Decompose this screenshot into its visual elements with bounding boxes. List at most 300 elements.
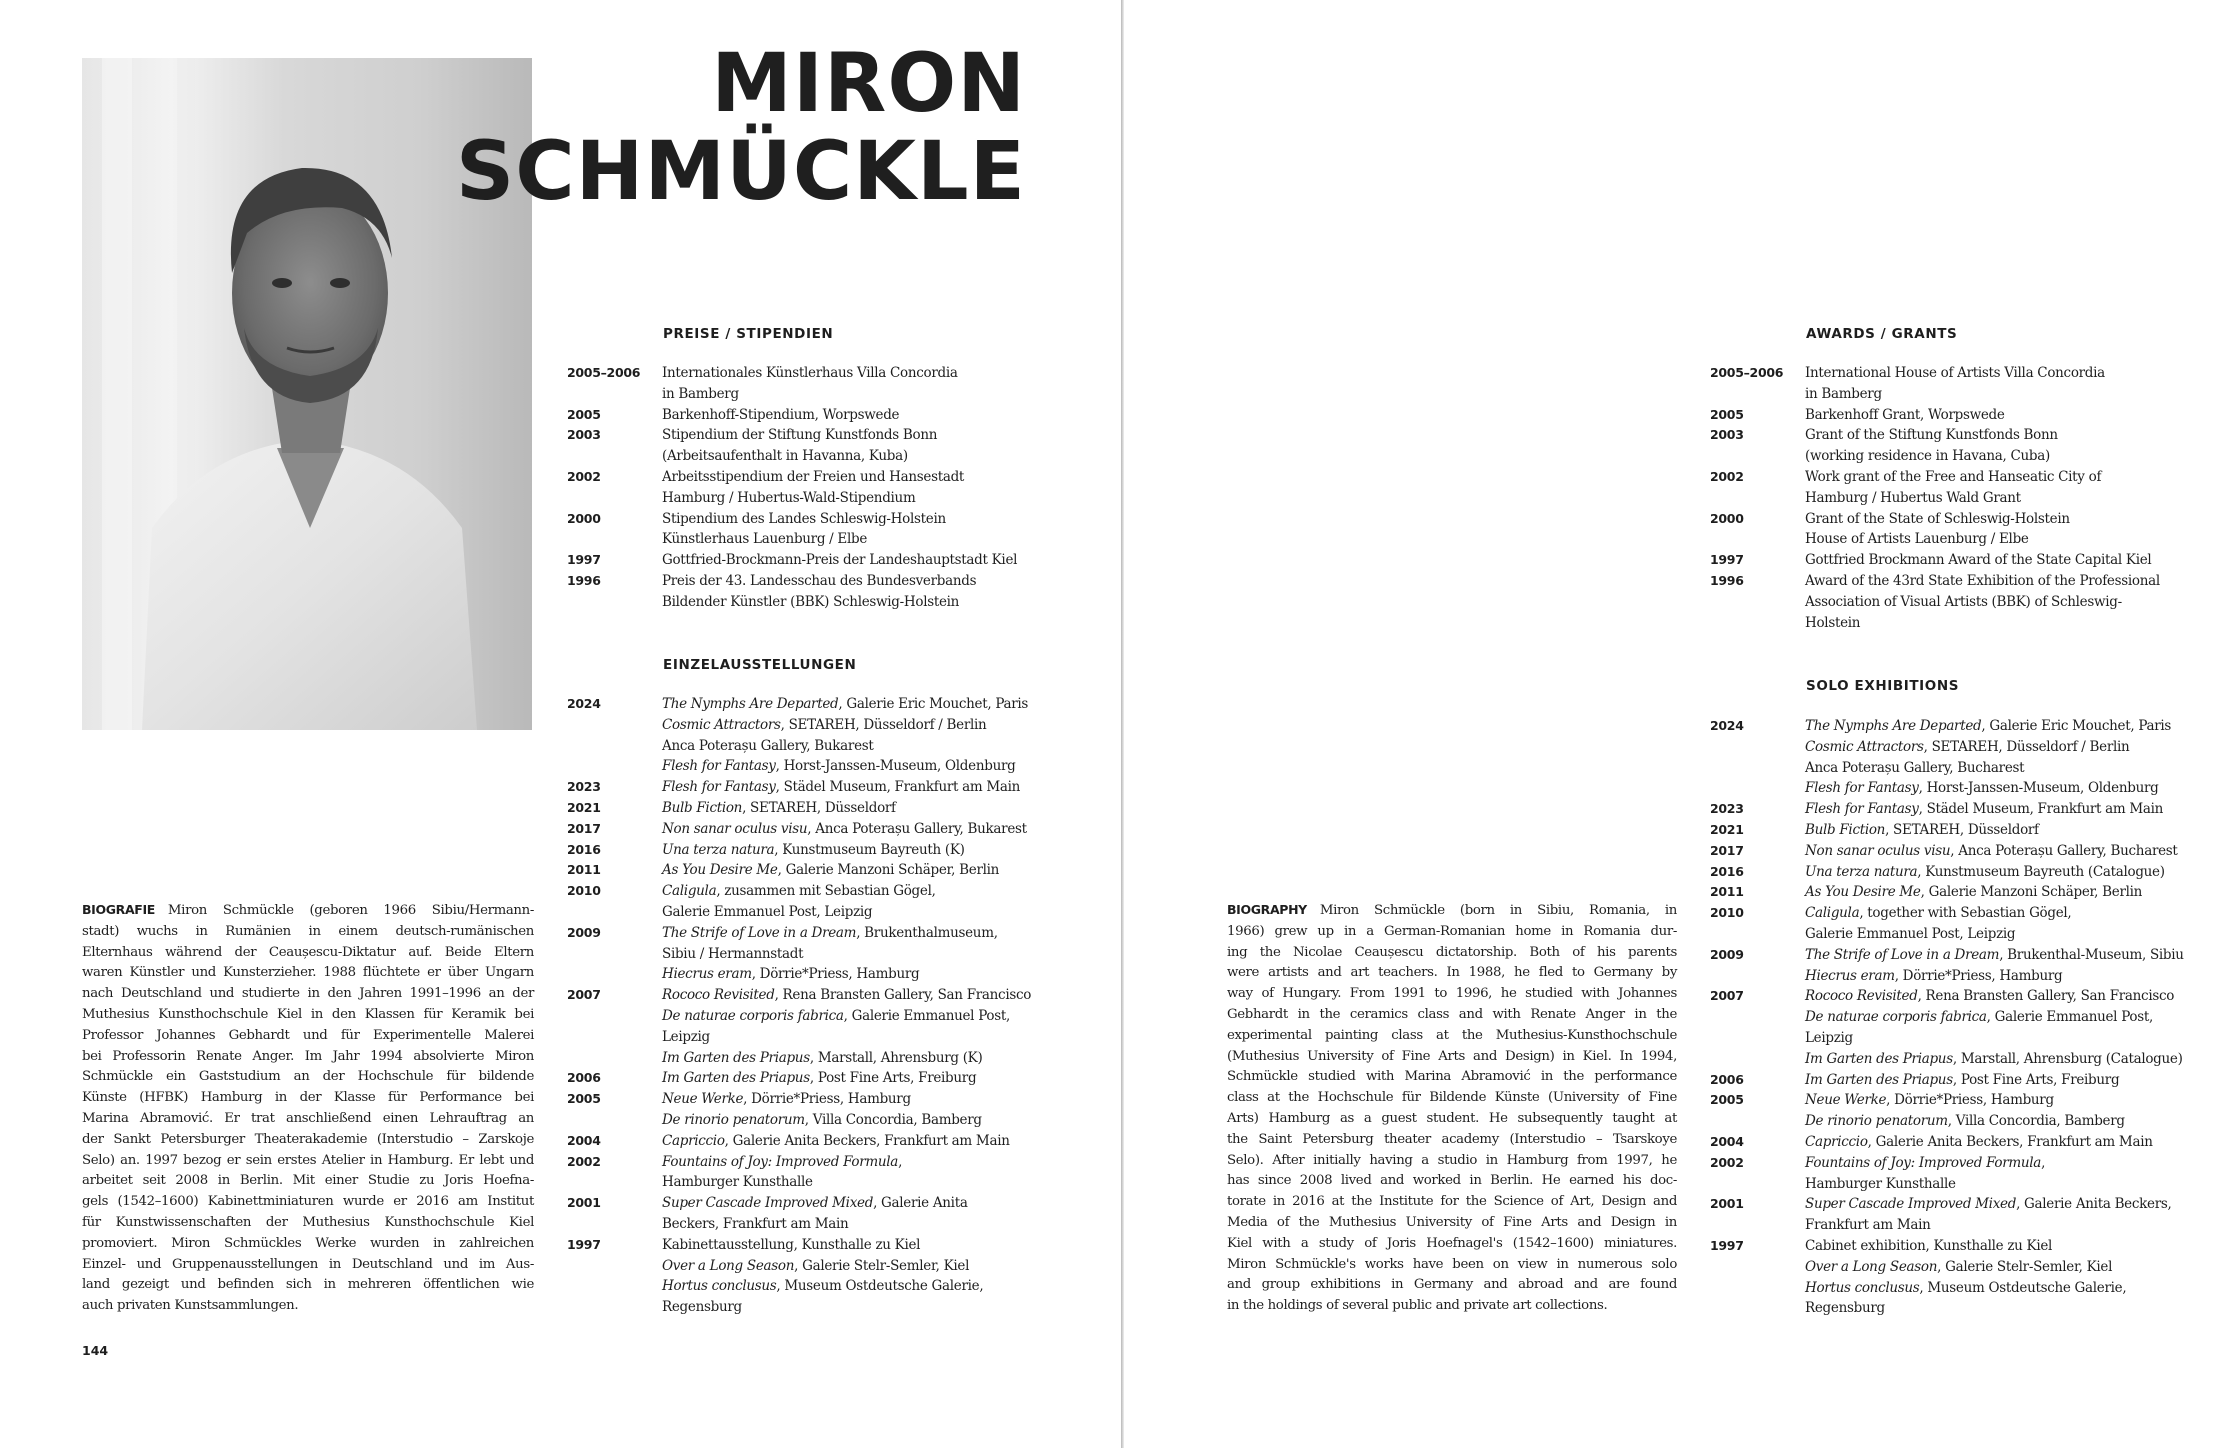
exhibition-text: [662, 1235, 1037, 1318]
award-text: [662, 425, 1037, 467]
award-text-line: Gottfried-Brockmann-Preis der Landeshauptstadt Kiel: [662, 552, 1018, 569]
exhibition-year: 2002: [567, 1153, 601, 1169]
award-en-year: 1996: [1710, 572, 1744, 588]
exhibition-en-text-line: Hortus conclusus, Museum Ostdeutsche Galerie,: [1805, 1279, 2127, 1296]
exhibition-text-line: De rinorio penatorum, Villa Concordia, Bamberg: [662, 1111, 982, 1128]
exhibition-title: The Nymphs Are Departed: [1805, 718, 1982, 734]
exhibition-text-line: Hamburger Kunsthalle: [662, 1174, 813, 1191]
biography-line: nach Deutschland und studierte in den Jahren 1991–1996 an der: [82, 986, 534, 1002]
biography-line: class at the Hochschule für Bildende Künste (University of Fine: [1227, 1090, 1677, 1106]
exhibition-text-line: Flesh for Fantasy, Horst-Janssen-Museum, Oldenburg: [662, 758, 1016, 775]
award-entry: [567, 550, 1037, 571]
exhibition-title: Capriccio: [1805, 1133, 1868, 1150]
award-year: 2005: [567, 406, 601, 422]
exhibition-en-text-line: Flesh for Fantasy, Städel Museum, Frankfurt am Main: [1805, 801, 2164, 818]
exhibition-entry: [567, 777, 1037, 798]
exhibition-text-line: Sibiu / Hermannstadt: [662, 945, 804, 962]
exhibition-title: Neue Werke: [1805, 1092, 1887, 1109]
exhibition-title: Super Cascade Improved Mixed: [1805, 1196, 2017, 1213]
award-text-line: in Bamberg: [662, 385, 739, 402]
biography-line: land gezeigt und befinden sich in mehreren öffentlichen wie: [82, 1277, 534, 1293]
award-text-line: Stipendium des Landes Schleswig-Holstein: [662, 510, 946, 527]
solo-exhibitions-heading-en: SOLO EXHIBITIONS: [1806, 678, 1960, 694]
solo-exhibitions-heading: EINZELAUSSTELLUNGEN: [663, 657, 857, 673]
biography-line: way of Hungary. From 1991 to 1996, he studied with Johannes: [1227, 986, 1677, 1002]
solo-exhibitions-list-en: [1710, 716, 2190, 1319]
award-en-text-line: Barkenhoff Grant, Worpswede: [1805, 406, 2005, 423]
award-en-text: [1805, 425, 2190, 467]
biography-line: and group exhibitions in Germany and abroad and are found: [1227, 1277, 1677, 1293]
exhibition-title: Flesh for Fantasy: [662, 758, 776, 775]
biography-line: arbeitet seit 2008 in Berlin. Mit einer Studie zu Joris Hoefna-: [82, 1173, 534, 1189]
award-entry: [567, 363, 1037, 405]
exhibition-title: Flesh for Fantasy: [1805, 780, 1919, 797]
award-entry: [567, 509, 1037, 551]
biography-line: torate in 2016 at the Institute for the Science of Art, Design and: [1227, 1194, 1677, 1210]
exhibition-title: Over a Long Season: [662, 1257, 795, 1274]
award-text: [662, 363, 1037, 405]
exhibition-en-entry: [1710, 945, 2190, 987]
exhibition-text: [662, 777, 1037, 798]
biography-line: Selo) an. 1997 bezog er sein erstes Atelier in Hamburg. Er lebt und: [82, 1152, 534, 1168]
exhibition-entry: [567, 1193, 1037, 1235]
award-en-text-line: Work grant of the Free and Hanseatic City of: [1805, 468, 2102, 485]
biography-line: Schmückle ein Gaststudium an der Hochschule für bildende: [82, 1069, 534, 1085]
exhibition-entry: [567, 1235, 1037, 1318]
exhibition-en-text: [1805, 945, 2190, 987]
exhibition-en-year: 2010: [1710, 905, 1744, 921]
exhibition-text-line: Leipzig: [662, 1028, 710, 1045]
award-en-entry: [1710, 405, 2190, 426]
exhibition-text-line: Beckers, Frankfurt am Main: [662, 1215, 849, 1232]
exhibition-en-text-line: De rinorio penatorum, Villa Concordia, Bamberg: [1805, 1113, 2125, 1130]
biography-line: Professor Johannes Gebhardt und für Experimentelle Malerei: [82, 1027, 534, 1043]
exhibition-en-text-line: Bulb Fiction, SETAREH, Düsseldorf: [1805, 821, 2039, 838]
exhibition-en-text-line: As You Desire Me, Galerie Manzoni Schäper, Berlin: [1805, 884, 2143, 901]
exhibition-text: [662, 798, 1037, 819]
exhibition-title: Rococo Revisited: [662, 987, 775, 1004]
exhibition-year: 2007: [567, 987, 601, 1003]
award-year: 1996: [567, 572, 601, 588]
exhibition-title: Una terza natura: [662, 841, 775, 858]
exhibition-entry: [567, 694, 1037, 777]
award-text-line: Internationales Künstlerhaus Villa Concordia: [662, 365, 958, 381]
biography-line: BIOGRAPHY Miron Schmückle (born in Sibiu, Romania, in: [1227, 902, 1677, 918]
exhibition-title: The Nymphs Are Departed: [662, 696, 839, 712]
exhibition-text: [662, 923, 1037, 985]
exhibition-text-line: Kabinettausstellung, Kunsthalle zu Kiel: [662, 1236, 921, 1253]
award-en-text-line: House of Artists Lauenburg / Elbe: [1805, 531, 2029, 548]
award-en-text-line: Grant of the State of Schleswig-Holstein: [1805, 510, 2070, 527]
exhibition-text-line: Caligula, zusammen mit Sebastian Gögel,: [662, 883, 936, 900]
award-en-year: 2005: [1710, 406, 1744, 422]
biography-line: stadt) wuchs in Rumänien in einem deutsch-rumänischen: [82, 923, 534, 939]
exhibition-en-text: [1805, 820, 2190, 841]
exhibition-year: 2021: [567, 799, 601, 815]
exhibition-year: 2009: [567, 924, 601, 940]
exhibition-en-text-line: Leipzig: [1805, 1029, 1853, 1046]
biography-line: were artists and art teachers. In 1988, he fled to Germany by: [1227, 965, 1677, 981]
exhibition-en-entry: [1710, 1132, 2190, 1153]
exhibition-text: [662, 694, 1037, 777]
exhibition-en-text: [1805, 882, 2190, 903]
exhibition-year: 2004: [567, 1132, 601, 1148]
biography-line: Selo). After initially having a studio in Hamburg from 1997, he: [1227, 1152, 1677, 1168]
right-page: [1124, 0, 2240, 1448]
biography-line: in the holdings of several public and private art collections.: [1227, 1298, 1608, 1314]
exhibition-en-year: 2009: [1710, 946, 1744, 962]
award-entry: [567, 405, 1037, 426]
exhibition-title: Hortus conclusus: [662, 1278, 777, 1295]
award-en-entry: [1710, 363, 2190, 405]
exhibition-entry: [567, 1131, 1037, 1152]
award-en-text-line: Hamburg / Hubertus Wald Grant: [1805, 489, 2021, 506]
exhibition-title: Bulb Fiction: [662, 799, 743, 816]
exhibition-title: The Strife of Love in a Dream: [662, 924, 857, 941]
exhibition-en-year: 2005: [1710, 1092, 1744, 1108]
biography-line: der Sankt Petersburger Theaterakademie (Interstudio – Zarskoje: [82, 1131, 534, 1147]
exhibition-entry: [567, 1068, 1037, 1089]
exhibition-year: 2006: [567, 1070, 601, 1086]
exhibition-text: [662, 1089, 1037, 1131]
exhibition-entry: [567, 819, 1037, 840]
exhibition-title: The Strife of Love in a Dream: [1805, 946, 2000, 963]
exhibition-text-line: Regensburg: [662, 1299, 742, 1316]
award-text-line: Preis der 43. Landesschau des Bundesverbands: [662, 572, 977, 589]
exhibition-en-text: [1805, 1132, 2190, 1153]
award-en-text-line: Holstein: [1805, 614, 1861, 631]
exhibition-text-line: Over a Long Season, Galerie Stelr-Semler, Kiel: [662, 1257, 970, 1274]
award-year: 2003: [567, 427, 601, 443]
exhibition-en-text-line: Super Cascade Improved Mixed, Galerie Anita Beckers,: [1805, 1196, 2172, 1213]
exhibition-en-year: 2001: [1710, 1196, 1744, 1212]
award-en-entry: [1710, 425, 2190, 467]
biography-line: Marina Abramović. Er trat anschließend einen Lehrauftrag an: [82, 1110, 534, 1126]
exhibition-en-text: [1805, 1194, 2190, 1236]
award-en-text-line: Award of the 43rd State Exhibition of the Professional: [1805, 572, 2160, 589]
exhibition-text: [662, 819, 1037, 840]
exhibition-year: 2011: [567, 862, 601, 878]
award-en-text: [1805, 467, 2190, 509]
exhibition-title: De rinorio penatorum: [1805, 1113, 1948, 1130]
exhibition-en-entry: [1710, 716, 2190, 799]
exhibition-title: Neue Werke: [662, 1091, 744, 1108]
exhibition-title: Cosmic Attractors: [662, 716, 781, 733]
exhibition-text-line: As You Desire Me, Galerie Manzoni Schäper, Berlin: [662, 862, 1000, 879]
exhibition-en-text-line: Regensburg: [1805, 1300, 1885, 1317]
award-en-entry: [1710, 550, 2190, 571]
exhibition-en-text: [1805, 903, 2190, 945]
exhibition-en-text: [1805, 841, 2190, 862]
exhibition-text-line: Hortus conclusus, Museum Ostdeutsche Galerie,: [662, 1278, 984, 1295]
exhibition-year: 2016: [567, 841, 601, 857]
exhibition-text: [662, 1068, 1037, 1089]
biography-line: Media of the Muthesius University of Fine Arts and Design in: [1227, 1214, 1677, 1230]
award-en-entry: [1710, 467, 2190, 509]
exhibition-en-text-line: Cabinet exhibition, Kunsthalle zu Kiel: [1805, 1237, 2053, 1254]
exhibition-en-text-line: Neue Werke, Dörrie*Priess, Hamburg: [1805, 1092, 2054, 1109]
biography-line: Arts) Hamburg as a guest student. He subsequently taught at: [1227, 1110, 1677, 1126]
exhibition-title: Cosmic Attractors: [1805, 738, 1924, 755]
exhibition-en-year: 2002: [1710, 1154, 1744, 1170]
award-en-text: [1805, 405, 2190, 426]
exhibition-title: Hiecrus eram: [662, 966, 752, 983]
award-text-line: (Arbeitsaufenthalt in Havanna, Kuba): [662, 448, 908, 465]
award-text-line: Hamburg / Hubertus-Wald-Stipendium: [662, 489, 916, 506]
award-text: [662, 571, 1037, 613]
exhibition-title: Capriccio: [662, 1132, 725, 1149]
exhibition-text-line: Rococo Revisited, Rena Bransten Gallery, San Francisco: [662, 987, 1032, 1004]
biography-label: BIOGRAPHY: [1227, 902, 1307, 917]
exhibition-en-text-line: Fountains of Joy: Improved Formula,: [1805, 1154, 2046, 1171]
exhibition-en-text-line: Caligula, together with Sebastian Gögel,: [1805, 905, 2072, 922]
exhibition-en-text: [1805, 1070, 2190, 1091]
exhibition-en-year: 2016: [1710, 863, 1744, 879]
exhibition-title: Im Garten des Priapus: [1805, 1050, 1953, 1067]
biography-label: BIOGRAFIE: [82, 902, 155, 917]
exhibition-year: 1997: [567, 1236, 601, 1252]
artist-name-title: [455, 37, 1026, 219]
awards-list: [567, 363, 1037, 613]
exhibition-en-entry: [1710, 986, 2190, 1069]
exhibition-title: Over a Long Season: [1805, 1258, 1938, 1275]
exhibition-en-year: 2024: [1710, 718, 1744, 733]
exhibition-text-line: Bulb Fiction, SETAREH, Düsseldorf: [662, 799, 896, 816]
exhibition-year: 2023: [567, 779, 601, 795]
awards-list-en: [1710, 363, 2190, 633]
award-en-text: [1805, 509, 2190, 551]
exhibition-title: As You Desire Me: [1805, 884, 1921, 901]
exhibition-en-text: [1805, 799, 2190, 820]
award-en-entry: [1710, 509, 2190, 551]
award-en-year: 2002: [1710, 468, 1744, 484]
award-en-year: 1997: [1710, 552, 1744, 568]
exhibition-year: 2005: [567, 1091, 601, 1107]
exhibition-title: Bulb Fiction: [1805, 821, 1886, 838]
exhibition-en-entry: [1710, 1236, 2190, 1319]
biography-line: has since 2008 lived and worked in Berlin. He earned his doc-: [1227, 1173, 1677, 1189]
exhibition-text: [662, 1193, 1037, 1235]
biography-line: Kiel with a study of Joris Hoefnagel's (1542–1600) miniatures.: [1227, 1235, 1677, 1251]
exhibition-en-entry: [1710, 841, 2190, 862]
exhibition-en-entry: [1710, 862, 2190, 883]
exhibition-en-text-line: Flesh for Fantasy, Horst-Janssen-Museum, Oldenburg: [1805, 780, 2159, 797]
exhibition-en-year: 1997: [1710, 1237, 1744, 1253]
exhibition-title: Hortus conclusus: [1805, 1279, 1920, 1296]
exhibition-text: [662, 1152, 1037, 1194]
biography-line: waren Künstler und Kunsterzieher. 1988 flüchtete er über Ungarn: [82, 965, 534, 981]
biography-line: Miron Schmückle's works have been on view in numerous solo: [1227, 1256, 1677, 1272]
exhibition-text-line: Super Cascade Improved Mixed, Galerie Anita: [662, 1195, 968, 1212]
award-en-text: [1805, 550, 2190, 571]
exhibition-en-text: [1805, 986, 2190, 1069]
exhibition-title: Im Garten des Priapus: [1805, 1071, 1953, 1088]
title-line-first-name: MIRON: [711, 37, 1026, 131]
exhibition-entry: [567, 1089, 1037, 1131]
exhibition-title: Fountains of Joy: Improved Formula: [1805, 1154, 2042, 1171]
exhibition-title: Una terza natura: [1805, 863, 1918, 880]
biography-line: gels (1542–1600) Kabinettminiaturen wurde er 2016 am Institut: [82, 1194, 534, 1210]
biography-line: Muthesius Kunsthochschule Kiel in den Klassen für Keramik bei: [82, 1006, 534, 1022]
exhibition-en-text-line: Im Garten des Priapus, Marstall, Ahrensburg (Catalogue): [1805, 1050, 2183, 1067]
biography-line: Einzel- und Gruppenausstellungen in Deutschland und im Aus-: [82, 1256, 534, 1272]
exhibition-text-line: Neue Werke, Dörrie*Priess, Hamburg: [662, 1091, 911, 1108]
exhibition-text-line: Una terza natura, Kunstmuseum Bayreuth (K): [662, 841, 965, 858]
exhibition-title: Caligula: [662, 883, 717, 900]
exhibition-year: 2010: [567, 883, 601, 899]
award-en-year: 2005–2006: [1710, 365, 1784, 380]
exhibition-en-text-line: Im Garten des Priapus, Post Fine Arts, Freiburg: [1805, 1071, 2120, 1088]
exhibition-en-text: [1805, 862, 2190, 883]
exhibition-text-line: Capriccio, Galerie Anita Beckers, Frankfurt am Main: [662, 1132, 1010, 1149]
exhibition-title: De naturae corporis fabrica: [1805, 1009, 1987, 1026]
exhibition-text-line: Im Garten des Priapus, Marstall, Ahrensburg (K): [662, 1049, 983, 1066]
award-text-line: Bildender Künstler (BBK) Schleswig-Holstein: [662, 593, 960, 610]
exhibition-en-text-line: Una terza natura, Kunstmuseum Bayreuth (Catalogue): [1805, 863, 2165, 880]
exhibition-title: As You Desire Me: [662, 862, 778, 879]
exhibition-en-text-line: Hamburger Kunsthalle: [1805, 1175, 1956, 1192]
exhibition-text: [662, 881, 1037, 923]
exhibition-title: Caligula: [1805, 905, 1860, 922]
title-line-last-name: SCHMÜCKLE: [455, 125, 1026, 219]
exhibition-title: Rococo Revisited: [1805, 988, 1918, 1005]
awards-heading: PREISE / STIPENDIEN: [663, 326, 834, 342]
exhibition-en-year: 2023: [1710, 801, 1744, 817]
exhibition-entry: [567, 923, 1037, 985]
exhibition-title: Im Garten des Priapus: [662, 1049, 810, 1066]
exhibition-en-text: [1805, 1090, 2190, 1132]
exhibition-en-year: 2004: [1710, 1133, 1744, 1149]
exhibition-text-line: Cosmic Attractors, SETAREH, Düsseldorf / Berlin: [662, 716, 987, 733]
award-text: [662, 405, 1037, 426]
exhibition-en-entry: [1710, 820, 2190, 841]
exhibition-en-entry: [1710, 1090, 2190, 1132]
award-en-year: 2000: [1710, 510, 1744, 526]
award-en-text-line: in Bamberg: [1805, 385, 1882, 402]
award-en-year: 2003: [1710, 427, 1744, 443]
biography-line: auch privaten Kunstsammlungen.: [82, 1298, 299, 1314]
award-year: 2005–2006: [567, 365, 641, 380]
exhibition-title: Non sanar oculus visu: [662, 820, 808, 837]
exhibition-text-line: The Strife of Love in a Dream, Brukenthalmuseum,: [662, 924, 998, 941]
exhibition-title: Fountains of Joy: Improved Formula: [662, 1153, 899, 1170]
exhibition-en-text-line: De naturae corporis fabrica, Galerie Emmanuel Post,: [1805, 1009, 2154, 1026]
award-entry: [567, 467, 1037, 509]
award-text-line: Arbeitsstipendium der Freien und Hansestadt: [662, 468, 965, 485]
exhibition-title: De naturae corporis fabrica: [662, 1007, 844, 1024]
award-text-line: Künstlerhaus Lauenburg / Elbe: [662, 531, 868, 548]
biography-line: promoviert. Miron Schmückles Werke wurden in zahlreichen: [82, 1235, 534, 1251]
biography-line: (Muthesius University of Fine Arts and Design) in Kiel. In 1994,: [1227, 1048, 1677, 1064]
exhibition-en-text-line: Over a Long Season, Galerie Stelr-Semler, Kiel: [1805, 1258, 2113, 1275]
award-year: 2002: [567, 468, 601, 484]
exhibition-en-year: 2011: [1710, 884, 1744, 900]
exhibition-en-year: 2017: [1710, 842, 1744, 858]
exhibition-entry: [567, 881, 1037, 923]
exhibition-en-entry: [1710, 799, 2190, 820]
exhibition-en-year: 2006: [1710, 1071, 1744, 1087]
exhibition-text: [662, 1131, 1037, 1152]
award-entry: [567, 425, 1037, 467]
exhibition-en-text-line: The Strife of Love in a Dream, Brukenthal-Museum, Sibiu: [1805, 946, 2184, 963]
exhibition-title: Flesh for Fantasy: [662, 779, 776, 796]
biography-line: Schmückle studied with Marina Abramović in the performance: [1227, 1069, 1677, 1085]
exhibition-en-entry: [1710, 1153, 2190, 1195]
exhibition-en-text: [1805, 1153, 2190, 1195]
exhibition-en-text-line: Capriccio, Galerie Anita Beckers, Frankfurt am Main: [1805, 1133, 2153, 1150]
solo-exhibitions-list: [567, 694, 1037, 1318]
exhibition-year: 2017: [567, 820, 601, 836]
exhibition-en-text: [1805, 716, 2190, 799]
exhibition-title: Super Cascade Improved Mixed: [662, 1195, 874, 1212]
exhibition-text: [662, 985, 1037, 1068]
biography-line: für Kunstwissenschaften der Muthesius Kunsthochschule Kiel: [82, 1214, 534, 1230]
biography-line: ing the Nicolae Ceaușescu dictatorship. Both of his parents: [1227, 944, 1677, 960]
biography-line: experimental painting class at the Muthesius-Kunsthochschule: [1227, 1027, 1677, 1043]
exhibition-en-text-line: Hiecrus eram, Dörrie*Priess, Hamburg: [1805, 967, 2063, 984]
biography-line: the Saint Petersburg theater academy (Interstudio – Tsarskoye: [1227, 1131, 1677, 1147]
exhibition-text: [662, 840, 1037, 861]
exhibition-text-line: The Nymphs Are Departed, Galerie Eric Mouchet, Paris: [662, 696, 1029, 712]
award-text: [662, 467, 1037, 509]
exhibition-en-text-line: Frankfurt am Main: [1805, 1217, 1931, 1234]
exhibition-en-entry: [1710, 882, 2190, 903]
award-entry: [567, 571, 1037, 613]
award-text-line: Barkenhoff-Stipendium, Worpswede: [662, 406, 900, 423]
award-en-text: [1805, 363, 2190, 405]
exhibition-entry: [567, 985, 1037, 1068]
award-year: 2000: [567, 510, 601, 526]
exhibition-en-text: [1805, 1236, 2190, 1319]
exhibition-en-text-line: Non sanar oculus visu, Anca Poterașu Gallery, Bucharest: [1805, 842, 2178, 859]
award-text: [662, 509, 1037, 551]
biography-text-en: [1227, 900, 1677, 1317]
award-en-text: [1805, 571, 2190, 633]
exhibition-year: 2024: [567, 696, 601, 711]
exhibition-en-text-line: The Nymphs Are Departed, Galerie Eric Mouchet, Paris: [1805, 718, 2172, 734]
biography-text: [82, 900, 534, 1317]
exhibition-en-year: 2007: [1710, 988, 1744, 1004]
award-text-line: Stipendium der Stiftung Kunstfonds Bonn: [662, 427, 938, 444]
award-en-text-line: Grant of the Stiftung Kunstfonds Bonn: [1805, 427, 2058, 444]
exhibition-text-line: De naturae corporis fabrica, Galerie Emmanuel Post,: [662, 1007, 1011, 1024]
page-number: 144: [82, 1343, 109, 1358]
exhibition-title: Hiecrus eram: [1805, 967, 1895, 984]
exhibition-en-text-line: Galerie Emmanuel Post, Leipzig: [1805, 925, 2016, 942]
biography-line: BIOGRAFIE Miron Schmückle (geboren 1966 Sibiu/Hermann-: [82, 902, 534, 918]
award-en-text-line: Gottfried Brockmann Award of the State Capital Kiel: [1805, 552, 2152, 569]
biography-line: Gebhardt in the ceramics class and with Renate Anger in the: [1227, 1006, 1677, 1022]
award-year: 1997: [567, 552, 601, 568]
biography-line: 1966) grew up in a German-Romanian home in Romania dur-: [1227, 923, 1677, 939]
exhibition-en-year: 2021: [1710, 821, 1744, 837]
exhibition-entry: [567, 840, 1037, 861]
award-en-text-line: (working residence in Havana, Cuba): [1805, 448, 2050, 465]
exhibition-text-line: Hiecrus eram, Dörrie*Priess, Hamburg: [662, 966, 920, 983]
exhibition-en-text-line: Rococo Revisited, Rena Bransten Gallery, San Francisco: [1805, 988, 2175, 1005]
biography-line: Elternhaus während der Ceaușescu-Diktatur auf. Beide Eltern: [82, 944, 534, 960]
award-text: [662, 550, 1037, 571]
exhibition-en-entry: [1710, 1194, 2190, 1236]
awards-heading-en: AWARDS / GRANTS: [1806, 326, 1958, 342]
exhibition-title: Flesh for Fantasy: [1805, 801, 1919, 818]
exhibition-text-line: Anca Poterașu Gallery, Bukarest: [662, 737, 874, 754]
award-en-entry: [1710, 571, 2190, 633]
exhibition-title: De rinorio penatorum: [662, 1111, 805, 1128]
exhibition-entry: [567, 860, 1037, 881]
exhibition-title: Im Garten des Priapus: [662, 1070, 810, 1087]
award-en-text-line: Association of Visual Artists (BBK) of Schleswig-: [1805, 593, 2122, 610]
